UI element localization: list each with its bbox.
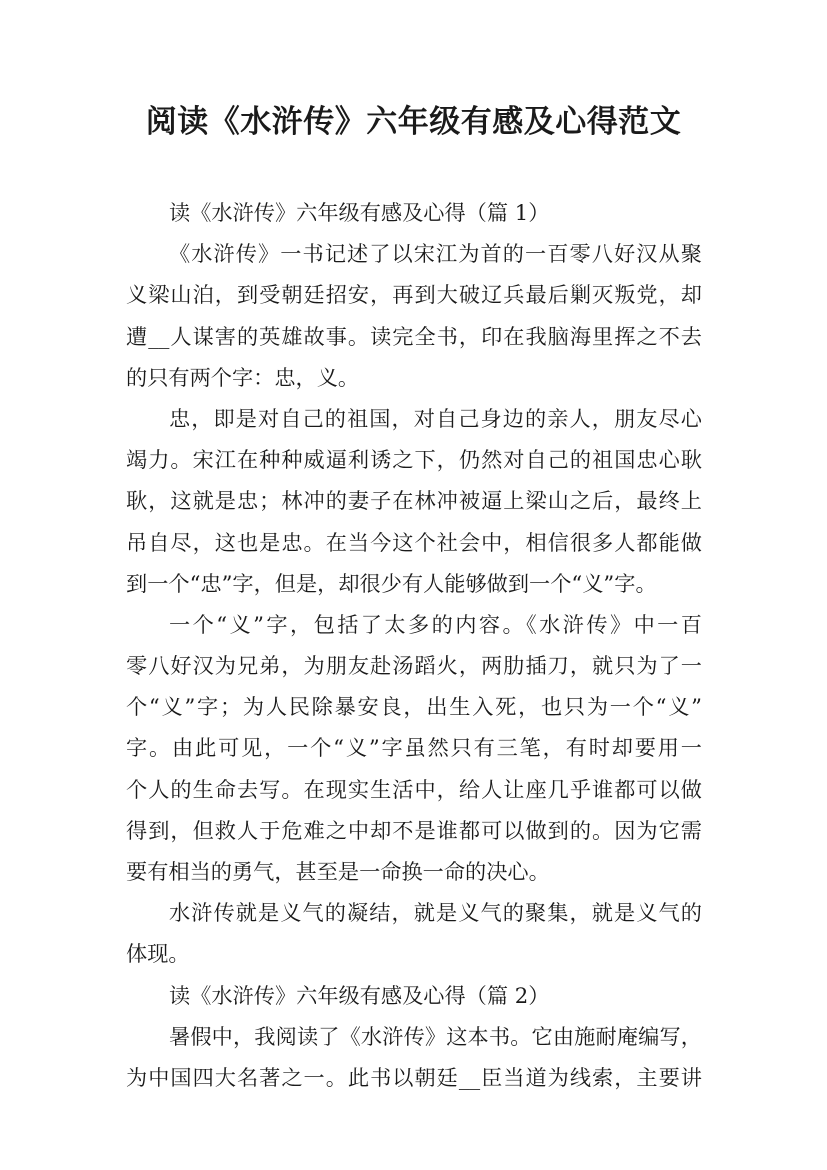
paragraph-line: 忠，即是对自己的祖国，对自己身边的亲人，朋友尽心 [169, 405, 702, 431]
document-body [126, 192, 702, 1098]
paragraph-line: 义梁山泊，到受朝廷招安，再到大破辽兵最后剿灭叛党，却 [126, 282, 702, 308]
document-title: 阅读《水浒传》六年级有感及心得范文 [145, 104, 682, 140]
paragraph-line: 暑假中，我阅读了《水浒传》这本书。它由施耐庵编写， [169, 1023, 702, 1049]
paragraph-line: 要有相当的勇气，甚至是一命换一命的决心。 [126, 859, 550, 884]
paragraph-line: 到一个“忠”字，但是，却很少有人能够做到一个“义”字。 [126, 570, 657, 596]
paragraph-line: 体现。 [126, 941, 190, 967]
paragraph-line: 零八好汉为兄弟，为朋友赴汤蹈火，两肋插刀，就只为了一 [126, 653, 702, 679]
paragraph-line: 耿，这就是忠；林冲的妻子在林冲被逼上梁山之后，最终上 [126, 488, 702, 514]
paragraph-line: 遭__人谋害的英雄故事。读完全书，印在我脑海里挥之不去 [126, 323, 702, 349]
paragraph-line: 为中国四大名著之一。此书以朝廷__臣当道为线索，主要讲 [126, 1064, 702, 1090]
paragraph-line: 字。由此可见，一个“义”字虽然只有三笔，有时却要用一 [126, 735, 702, 761]
paragraph-line: 得到，但救人于危难之中却不是谁都可以做到的。因为它需 [126, 817, 702, 843]
paragraph-line: 水浒传就是义气的凝结，就是义气的聚集，就是义气的 [169, 900, 702, 926]
paragraph-line: 个“义”字；为人民除暴安良，出生入死，也只为一个“义” [126, 694, 702, 720]
section-heading: 读《水浒传》六年级有感及心得（篇 1） [169, 200, 550, 225]
paragraph-line: 吊自尽，这也是忠。在当今这个社会中，相信很多人都能做 [126, 529, 702, 555]
paragraph-line: 竭力。宋江在种种威逼利诱之下，仍然对自己的祖国忠心耿 [126, 447, 702, 473]
paragraph-line: 个人的生命去写。在现实生活中，给人让座几乎谁都可以做 [126, 776, 702, 802]
section-heading: 读《水浒传》六年级有感及心得（篇 2） [169, 982, 550, 1008]
paragraph-line: 《水浒传》一书记述了以宋江为首的一百零八好汉从聚 [169, 241, 702, 267]
paragraph-line: 一个“义”字，包括了太多的内容。《水浒传》中一百 [169, 611, 702, 637]
paragraph-line: 的只有两个字：忠，义。 [126, 364, 360, 390]
